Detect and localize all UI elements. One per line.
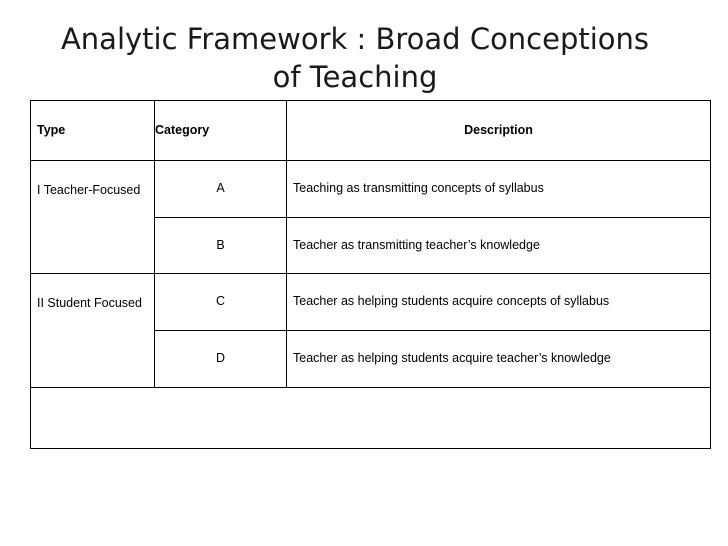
description-cell-b: Teacher as transmitting teacher’s knowledge (287, 217, 711, 274)
table-empty-row (31, 388, 711, 449)
header-type: Type (31, 101, 155, 161)
type-cell-student-focused: II Student Focused (31, 274, 155, 388)
table-row (31, 274, 711, 331)
category-cell-c: C (155, 274, 287, 331)
slide-title-line-2: of Teaching (272, 60, 438, 94)
type-cell-teacher-focused: I Teacher-Focused (31, 160, 155, 274)
header-description: Description (287, 101, 711, 161)
table-header-row (31, 101, 711, 161)
header-category: Category (155, 101, 287, 161)
framework-table (30, 100, 711, 449)
category-cell-d: D (155, 331, 287, 388)
description-cell-c: Teacher as helping students acquire concepts of syllabus (287, 274, 711, 331)
category-cell-a: A (155, 160, 287, 217)
category-cell-b: B (155, 217, 287, 274)
table-row (31, 160, 711, 217)
slide-title (40, 20, 670, 96)
description-cell-a: Teaching as transmitting concepts of syllabus (287, 160, 711, 217)
slide-title-line-1: Analytic Framework : Broad Conceptions (60, 22, 650, 56)
description-cell-d: Teacher as helping students acquire teacher’s knowledge (287, 331, 711, 388)
empty-cell (31, 388, 711, 449)
